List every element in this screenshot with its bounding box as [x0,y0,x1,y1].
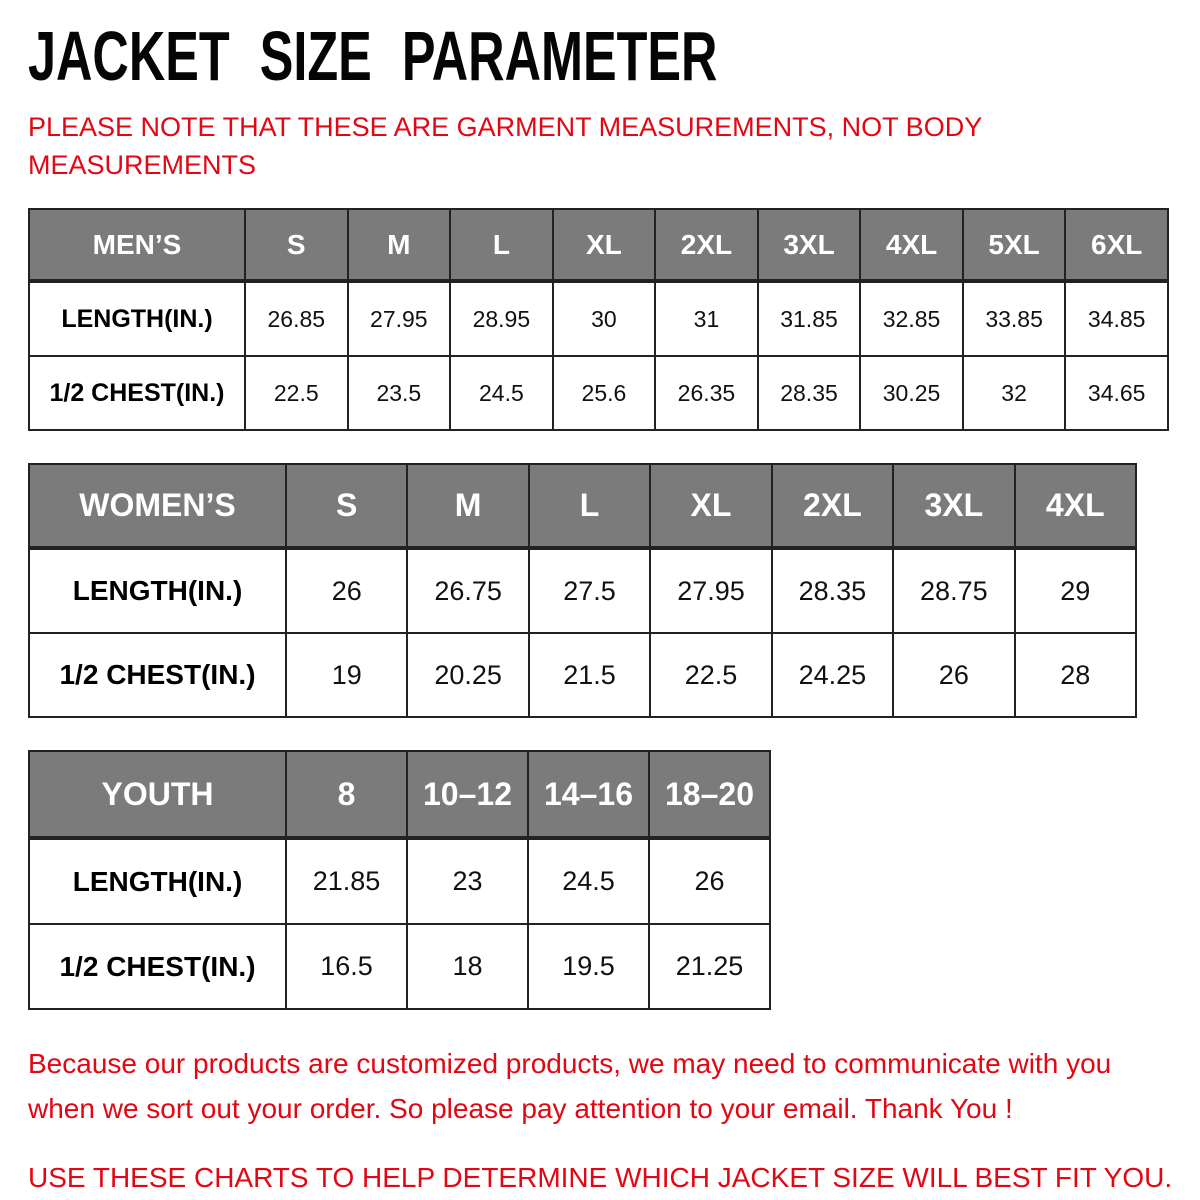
measurement-value: 22.5 [245,356,348,430]
size-column-header: M [407,464,528,548]
measurement-value: 28.35 [772,548,893,633]
measurement-label: 1/2 CHEST(IN.) [29,356,245,430]
measurement-value: 32 [963,356,1066,430]
size-column-header: M [348,209,451,281]
size-column-header: 4XL [1015,464,1136,548]
measurement-value: 30 [553,281,656,356]
measurement-value: 21.85 [286,838,407,924]
measurement-value: 24.5 [528,838,649,924]
measurement-value: 21.25 [649,924,770,1009]
measurement-value: 26 [649,838,770,924]
measurement-value: 34.65 [1065,356,1168,430]
size-column-header: 8 [286,751,407,838]
measurement-value: 22.5 [650,633,771,717]
size-column-header: S [245,209,348,281]
size-header-row [29,464,1136,548]
measurement-label: LENGTH(IN.) [29,281,245,356]
measurement-value: 31 [655,281,758,356]
size-column-header: L [529,464,650,548]
size-column-header: XL [650,464,771,548]
measurement-value: 31.85 [758,281,861,356]
youth-size-table [28,750,771,1010]
measurement-label: LENGTH(IN.) [29,838,286,924]
size-header-row [29,751,770,838]
measurement-label: LENGTH(IN.) [29,548,286,633]
measurement-value: 29 [1015,548,1136,633]
size-column-header: 3XL [893,464,1014,548]
measurement-value: 23.5 [348,356,451,430]
measurement-value: 26.85 [245,281,348,356]
measurement-value: 19.5 [528,924,649,1009]
size-column-header: 5XL [963,209,1066,281]
measurement-value: 25.6 [553,356,656,430]
group-label: YOUTH [29,751,286,838]
size-column-header: 3XL [758,209,861,281]
measurement-row [29,838,770,924]
note-line-2: MEASUREMENTS [28,149,257,180]
measurement-value: 26 [893,633,1014,717]
measurement-value: 23 [407,838,528,924]
measurement-value: 33.85 [963,281,1066,356]
size-column-header: 6XL [1065,209,1168,281]
measurement-value: 27.5 [529,548,650,633]
page-title: JACKET SIZE PARAMETER [28,17,718,95]
note-line-1: PLEASE NOTE THAT THESE ARE GARMENT MEASUREMENTS, NOT BODY [28,111,983,142]
size-column-header: L [450,209,553,281]
measurement-label: 1/2 CHEST(IN.) [29,924,286,1009]
measurement-row [29,924,770,1009]
notice-line-1: Because our products are customized products, we may need to communicate with you [28,1048,1112,1080]
measurement-label: 1/2 CHEST(IN.) [29,633,286,717]
group-label: WOMEN’S [29,464,286,548]
measurement-value: 24.5 [450,356,553,430]
customization-notice [28,1042,1200,1132]
notice-line-2: when we sort out your order. So please pay attention to your email. Thank You ! [28,1092,1013,1124]
measurement-value: 28.35 [758,356,861,430]
womens-size-table [28,463,1137,718]
group-label: MEN’S [29,209,245,281]
measurement-value: 26.75 [407,548,528,633]
mens-size-table [28,208,1169,431]
measurement-value: 34.85 [1065,281,1168,356]
measurement-value: 19 [286,633,407,717]
measurement-value: 27.95 [650,548,771,633]
measurement-value: 24.25 [772,633,893,717]
measurement-value: 18 [407,924,528,1009]
measurement-value: 26.35 [655,356,758,430]
measurement-value: 28.75 [893,548,1014,633]
measurement-value: 30.25 [860,356,963,430]
measurement-row [29,281,1168,356]
measurement-value: 28 [1015,633,1136,717]
size-header-row [29,209,1168,281]
measurement-value: 26 [286,548,407,633]
measurement-row [29,633,1136,717]
measurement-row [29,548,1136,633]
size-column-header: 2XL [772,464,893,548]
measurement-value: 27.95 [348,281,451,356]
garment-measurement-note [28,108,1200,185]
size-column-header: 14–16 [528,751,649,838]
measurement-value: 28.95 [450,281,553,356]
size-column-header: 10–12 [407,751,528,838]
size-column-header: 18–20 [649,751,770,838]
size-column-header: 4XL [860,209,963,281]
measurement-value: 20.25 [407,633,528,717]
size-column-header: 2XL [655,209,758,281]
measurement-value: 21.5 [529,633,650,717]
measurement-value: 16.5 [286,924,407,1009]
measurement-row [29,356,1168,430]
usage-instruction: USE THESE CHARTS TO HELP DETERMINE WHICH JACKET SIZE WILL BEST FIT YOU. [28,1161,1173,1193]
size-column-header: S [286,464,407,548]
measurement-value: 32.85 [860,281,963,356]
size-column-header: XL [553,209,656,281]
